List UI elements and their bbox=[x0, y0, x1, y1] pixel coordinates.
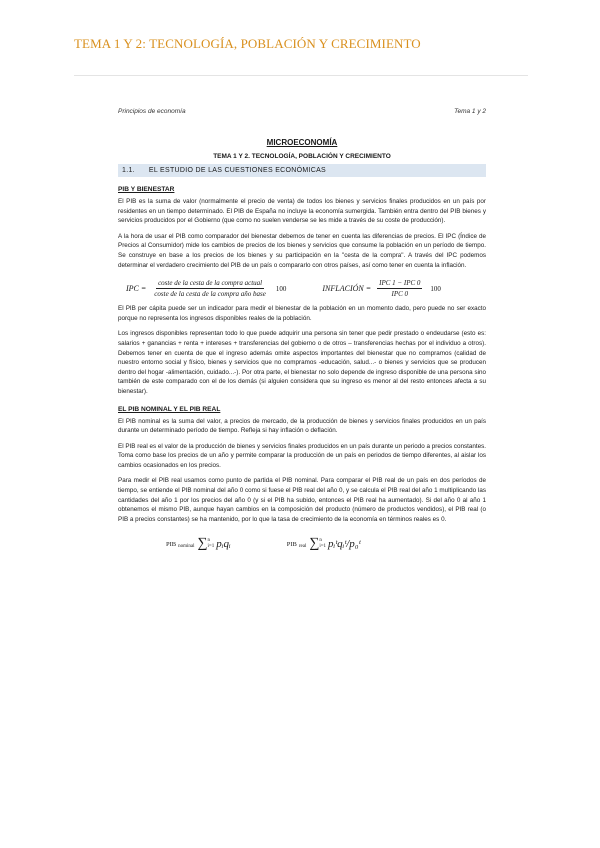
formula-inflacion bbox=[322, 279, 441, 298]
formula-pib-real bbox=[287, 536, 361, 552]
document-title: MICROECONOMÍA bbox=[266, 138, 338, 147]
heading-pib-nominal-real: EL PIB NOMINAL Y EL PIB REAL bbox=[118, 405, 221, 413]
formula-ipc-denominator: coste de la cesta de la compra año base bbox=[154, 290, 266, 299]
formula-ipc-fraction bbox=[152, 279, 268, 298]
page-title: TEMA 1 Y 2: TECNOLOGÍA, POBLACIÓN Y CRECIMIENTO bbox=[74, 36, 421, 51]
formula-pib-nominal-expr: pᵢqᵢ bbox=[216, 538, 231, 551]
section-number: 1.1. bbox=[122, 167, 135, 174]
formula-inflacion-lhs: INFLACIÓN = bbox=[322, 284, 372, 294]
formula-pib-real-expr: pᵢᵗqᵢᵗ/p₀ᵗ bbox=[328, 538, 361, 551]
formula-pib-real-label: PIB bbox=[286, 540, 297, 548]
running-header-left: Principios de economía bbox=[118, 108, 186, 115]
title-divider bbox=[74, 75, 528, 76]
paragraph: El PIB nominal es la suma del valor, a precios de mercado, de la producción de bienes y servicios finales producidos en un país durante un determinado período de tiempo. Refleja si hay inflación o deflación. bbox=[118, 417, 486, 435]
formula-pib-real-lower: i=1 bbox=[319, 544, 327, 550]
formula-ipc-multiplier: 100 bbox=[275, 284, 287, 293]
section-heading bbox=[118, 164, 486, 177]
formula-pib-nominal-upper: n bbox=[207, 538, 210, 544]
paragraph: El PIB es la suma de valor (normalmente el precio de venta) de todos los bienes y servicios finales producidos en un país por residentes en un tiempo determinado. El PIB de España no incluye la economía sumergida. También entra dentro del PIB bienes y servicios producidos por el Gobierno (que como no suelen venderse se les mide a través de su coste de producción). bbox=[118, 198, 486, 225]
running-header bbox=[118, 108, 486, 115]
paragraph: Para medir el PIB real usamos como punto de partida el PIB nominal. Para comparar el PIB real de un país en dos períodos de tiempo, se entiende el PIB nominal del año 0 como si fuese el PIB real del año 0, y se calcula el PIB real del año 1 multiplicando las cantidades del año 1 por los precios del año 0 (y si el PIB ha subido, entonces el PIB real ha aumentado). Si del año 0 al año 1 obtenemos el mismo PIB, aunque hayan cambios en la composición del producto (número de productos vendidos), el PIB real (o PIB a precios constantes) se ha mantenido, por lo que la tasa de crecimiento de la economía en términos reales es 0. bbox=[118, 477, 486, 523]
formula-row-pib bbox=[166, 536, 486, 552]
formula-pib-nominal bbox=[166, 536, 231, 552]
formula-pib-real-limits bbox=[319, 538, 326, 550]
document-subtitle: TEMA 1 Y 2. TECNOLOGÍA, POBLACIÓN Y CRECIMIENTO bbox=[213, 153, 391, 160]
formula-row-ipc bbox=[126, 279, 486, 298]
paragraph: Los ingresos disponibles representan todo lo que puede adquirir una persona sin tener que pedir prestado o endeudarse (esto es: salarios + ganancias + renta + intereses + transferencias del gobierno o de otros – transferencias hechas por el individuo a otros). Debemos tener en cuenta de que el ingreso además omite aspectos importantes del bienestar que no compramos (calidad de nuestro entorno social y físico, bienes y servicios que no compramos -educación, salud...- o bienes y servicios que se producen dentro del hogar -alimentación, cuidado...-). Por otra parte, el bienestar no solo depende de ingreso disponible de una persona sino también de este comparado con el de los demás (si alguien considera que su ingreso es menor al del resto entonces afecta a su bienestar). bbox=[118, 330, 486, 395]
formula-inflacion-fraction bbox=[377, 279, 422, 298]
formula-inflacion-multiplier: 100 bbox=[430, 284, 441, 293]
document-page bbox=[118, 108, 486, 552]
formula-pib-nominal-limits bbox=[208, 538, 215, 550]
paragraph: A la hora de usar el PIB como comparador del bienestar debemos de tener en cuenta las diferencias de precios. El IPC (Índice de Precios al Consumidor) mide los cambios de precios de los bienes y servicios que consume la población en un período de tiempo. Se construye en base a los precios de los bienes y su participación en la "cesta de la compra". A través del IPC podemos determinar el verdadero crecimiento del PIB de un país o compararlo con otros países, así como tener en cuenta la inflación. bbox=[118, 232, 486, 269]
formula-pib-real-upper: n bbox=[319, 538, 322, 544]
formula-pib-nominal-lower: i=1 bbox=[207, 544, 215, 550]
section-title: EL ESTUDIO DE LAS CUESTIONES ECONÓMICAS bbox=[148, 167, 327, 174]
formula-inflacion-denominator: IPC 0 bbox=[391, 290, 409, 299]
paragraph: El PIB real es el valor de la producción de bienes y servicios finales producidos en un país durante un periodo a precios constantes. Toma como base los precios de un año y permite comparar la producción de un país en periodos de tiempo diferentes, al aislar los cambios ocasionados en los precios. bbox=[118, 442, 486, 469]
formula-pib-nominal-label: PIB bbox=[166, 540, 177, 548]
formula-ipc-numerator: coste de la cesta de la compra actual bbox=[158, 279, 263, 288]
formula-pib-real-sub: real bbox=[298, 543, 307, 549]
formula-ipc bbox=[126, 279, 286, 298]
formula-inflacion-numerator: IPC 1 − IPC 0 bbox=[379, 279, 421, 288]
formula-pib-nominal-sub: nominal bbox=[178, 543, 195, 549]
summation-icon: ∑ bbox=[309, 536, 320, 552]
summation-icon: ∑ bbox=[197, 536, 208, 552]
running-header-right: Tema 1 y 2 bbox=[454, 108, 486, 115]
heading-pib-bienestar: PIB Y BIENESTAR bbox=[118, 186, 175, 193]
formula-ipc-lhs: IPC = bbox=[126, 284, 147, 294]
paragraph: El PIB per cápita puede ser un indicador para medir el bienestar de la población en un momento dado, pero puede no ser exacto porque no representa los ingresos disponibles reales de la población. bbox=[118, 305, 486, 322]
